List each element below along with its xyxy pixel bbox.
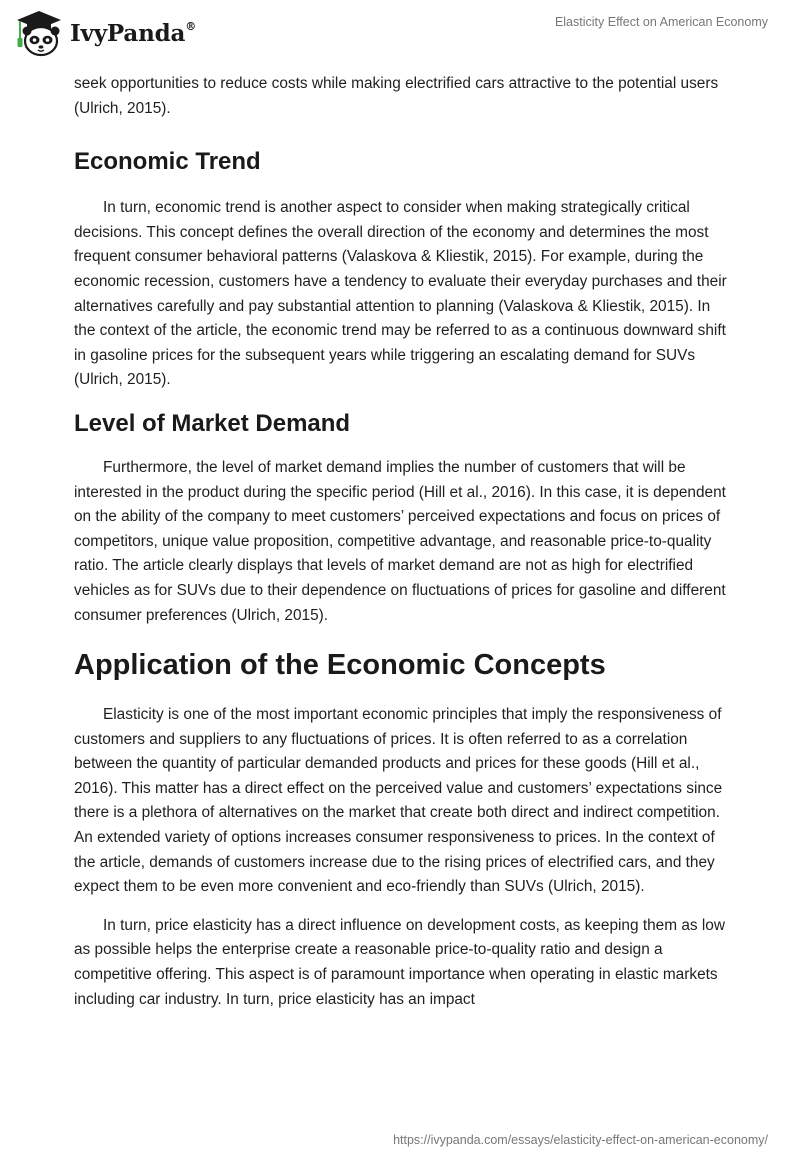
paragraph: Elasticity is one of the most important economic principles that imply the responsiveness of customers and suppliers to any fluctuations of prices. It is often referred to as a correlation between the quantity of particular demanded products and prices for these goods (Hill et al., 2016). This matter has a direct effect on the perceived value and customers’ expectations since there is a plethora of alternatives on the market that create both direct and indirect competition. An extended variety of options increases consumer responsiveness to prices. In the context of the article, demands of customers increase due to the rising prices of electrified cars, and they expect them to be even more convenient and eco-friendly than SUVs (Ulrich, 2015).	[74, 706, 723, 896]
document-title: Elasticity Effect on American Economy	[554, 15, 768, 29]
paragraph: In turn, price elasticity has a direct influence on development costs, as keeping them as low as possible helps the enterprise create a reasonable price-to-quality ratio and design a competitive offering. This aspect is of paramount importance when operating in elastic markets including car industry. In turn, price elasticity has an impact	[74, 916, 725, 1008]
section-heading-market-demand: Level of Market Demand	[74, 409, 351, 437]
section-heading-economic-trend: Economic Trend	[74, 148, 261, 176]
ivypanda-logo[interactable]	[14, 8, 196, 58]
registered-mark: ®	[185, 19, 196, 33]
logo-text: IvyPanda®	[70, 19, 196, 47]
paragraph: In turn, economic trend is another aspect to consider when making strategically critical decisions. This concept defines the overall direction of the economy and determines the most frequent consumer behavioral patterns (Valaskova & Kliestik, 2015). For example, during the economic recession, customers have a tendency to evaluate their everyday purchases and their alternatives carefully and pay substantial attention to planning (Valaskova & Kliestik, 2015). In the context of the article, the economic trend may be referred to as a continuous downward shift in gasoline prices for the subsequent years while triggering an escalating demand for SUVs (Ulrich, 2015).	[74, 199, 727, 389]
paragraph: Furthermore, the level of market demand implies the number of customers that will be interested in the product during the specific period (Hill et al., 2016). In this case, it is dependent on the ability of the company to meet customers’ perceived expectations and focus on prices of competitors, unique value proposition, competitive advantage, and reasonable price-to-quality ratio. The article clearly displays that levels of market demand are not as high for electrified vehicles as for SUVs due to their dependence on fluctuations of prices for gasoline and different consumer preferences (Ulrich, 2015).	[74, 458, 726, 624]
essay-body	[74, 72, 728, 1012]
intro-paragraph: seek opportunities to reduce costs while making electrified cars attractive to the potential users (Ulrich, 2015).	[74, 75, 719, 117]
source-url[interactable]: https://ivypanda.com/essays/elasticity-effect-on-american-economy/	[393, 1133, 768, 1147]
section-heading-application: Application of the Economic Concepts	[74, 649, 606, 682]
page-header	[0, 0, 800, 64]
panda-graduate-icon	[14, 9, 64, 57]
